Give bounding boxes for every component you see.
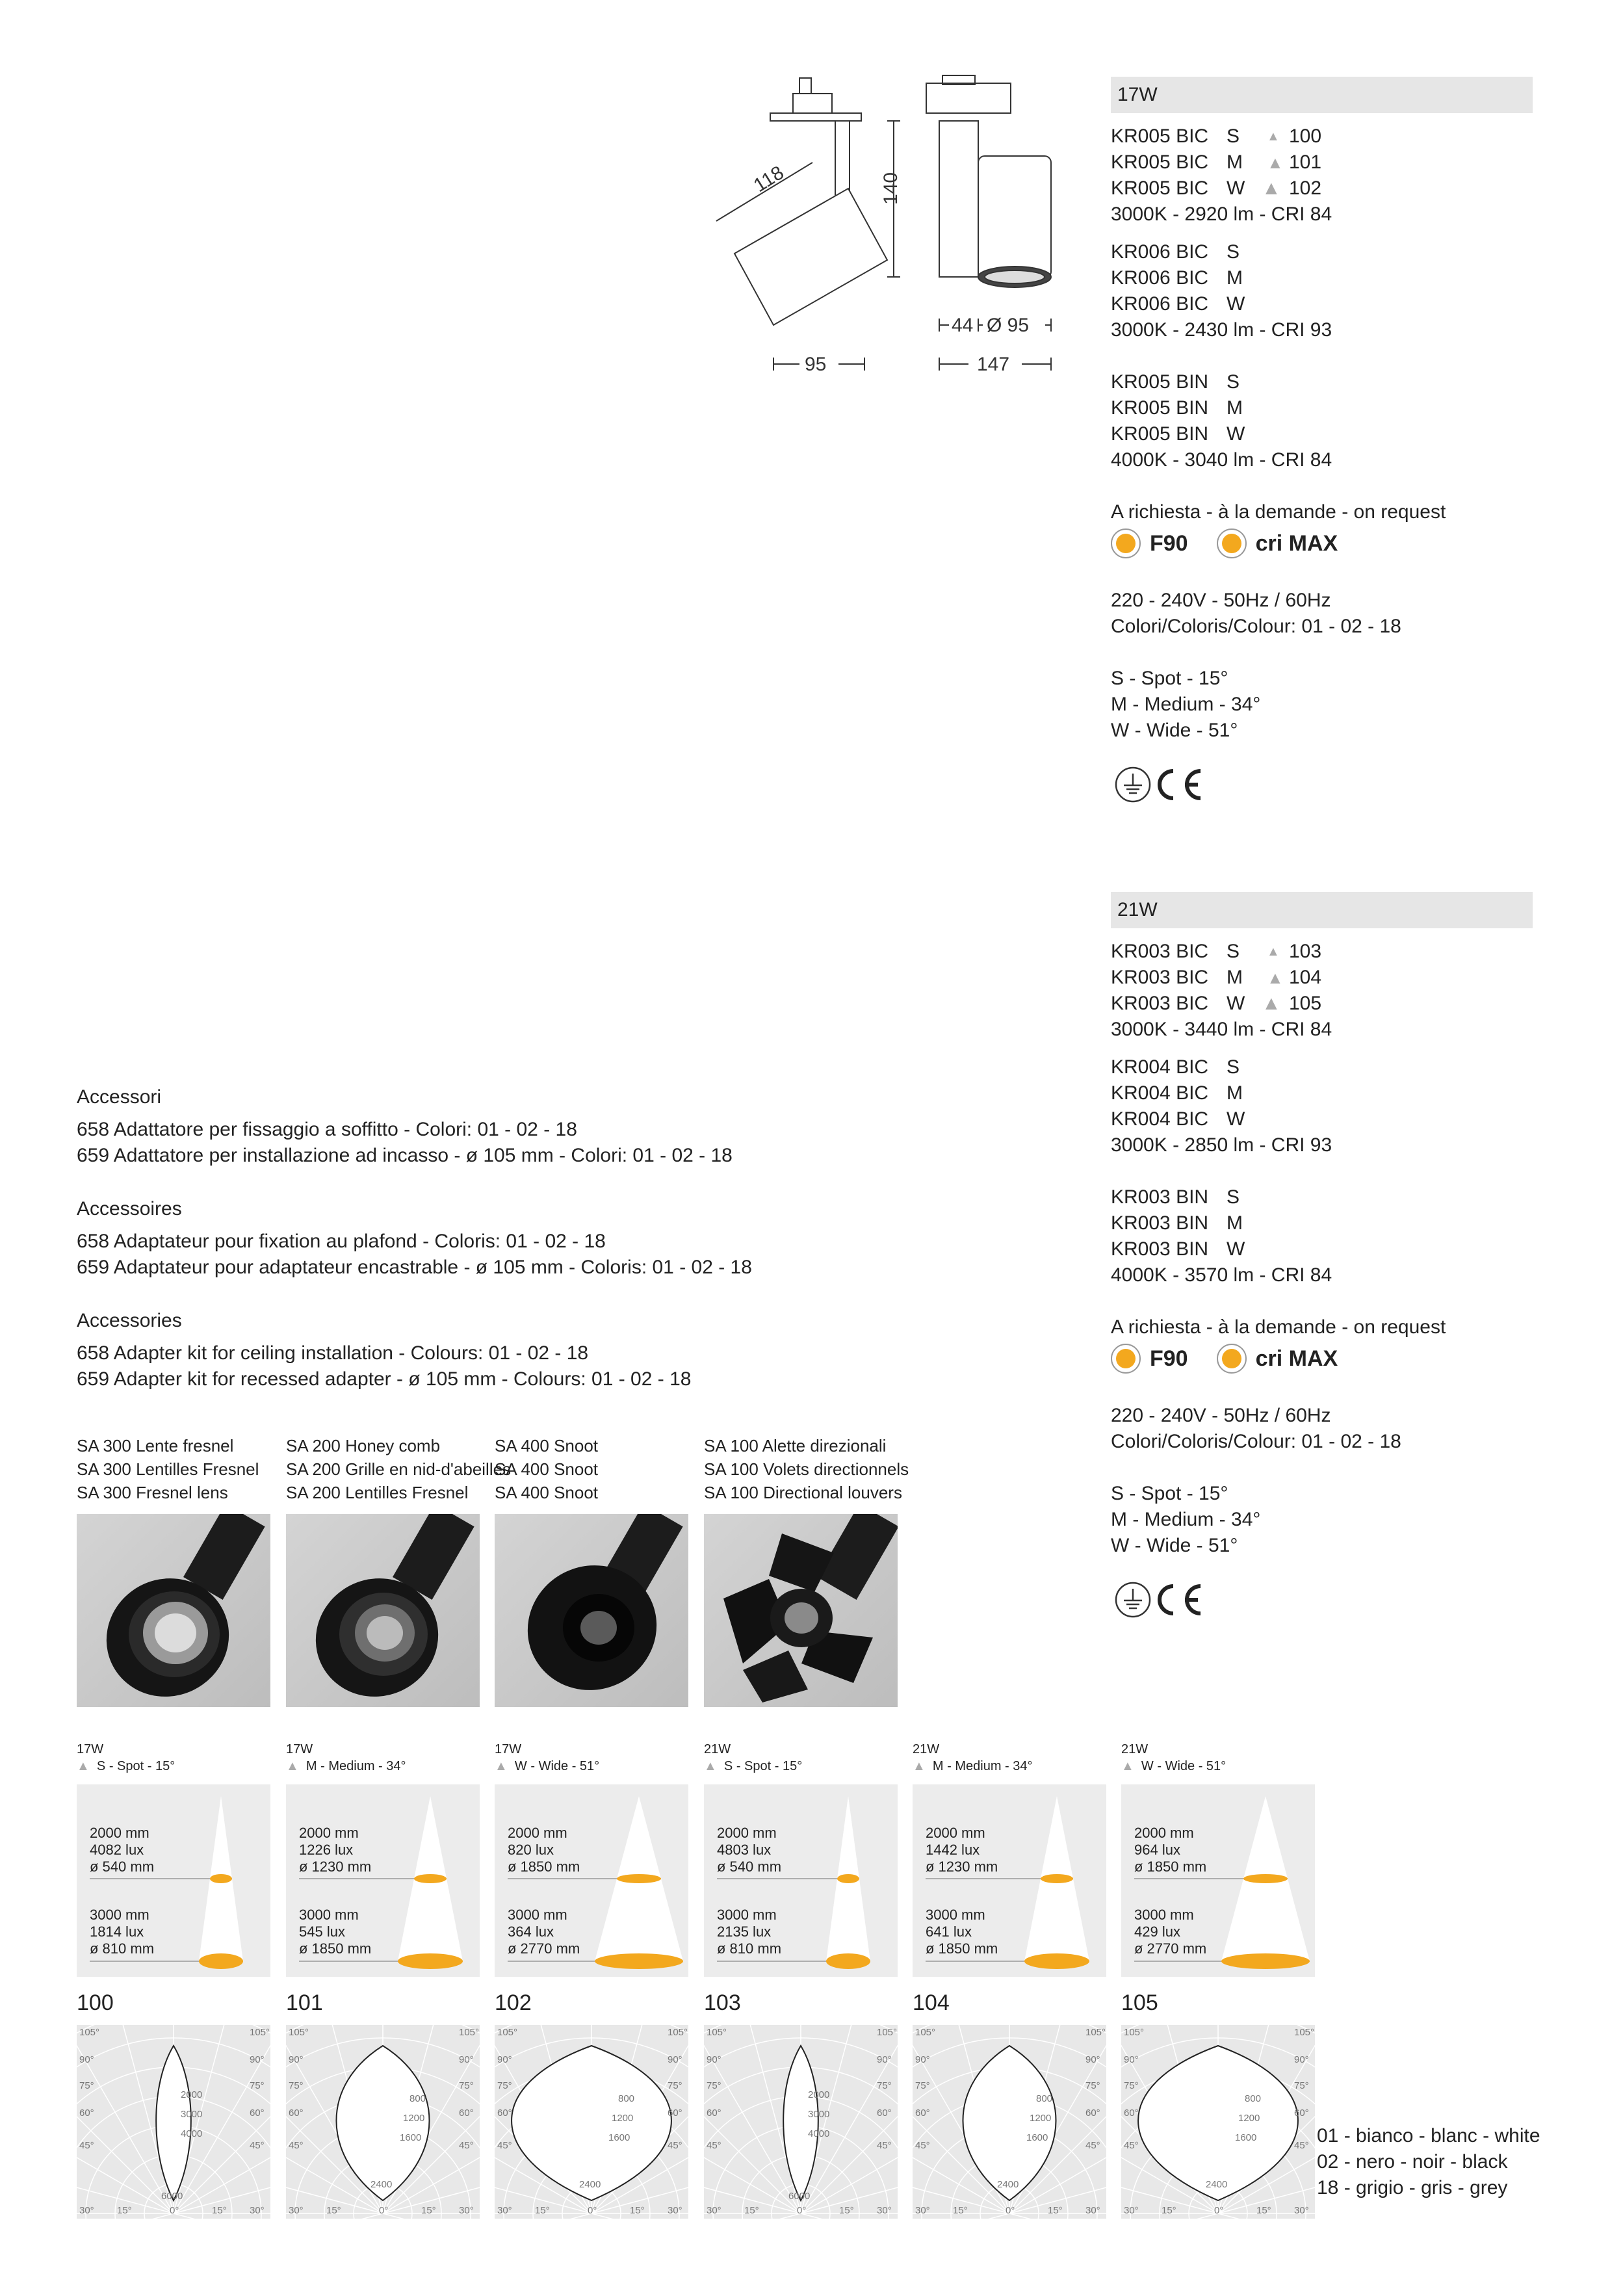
- accessories-fr-title: Accessoires: [77, 1198, 182, 1220]
- ring-label: 1200: [1030, 2113, 1052, 2124]
- colours: Colori/Coloris/Colour: 01 - 02 - 18: [1111, 1431, 1401, 1452]
- angle-label: 60°: [497, 2107, 512, 2119]
- angle-label: 45°: [668, 2140, 682, 2151]
- angle-label: 105°: [289, 2027, 309, 2038]
- angle-label: 15°: [953, 2205, 968, 2216]
- distance-3000: 3000 mm 1814 lux ø 810 mm: [90, 1907, 155, 1957]
- product-row: KR006 BIC S: [1111, 241, 1240, 263]
- product-row: KR005 BIC M ▲ 101: [1111, 150, 1527, 176]
- option-caption: SA 400 Snoot SA 400 Snoot SA 400 Snoot: [495, 1436, 599, 1502]
- angle-label: 105°: [877, 2027, 898, 2038]
- triangle-small-icon: ▲: [1267, 129, 1280, 144]
- product-row: KR003 BIC W ▲ 105: [1111, 991, 1527, 1017]
- ring-label: 1600: [608, 2132, 630, 2143]
- ring-label: 2000: [181, 2089, 203, 2100]
- product-row: KR006 BIC W: [1111, 293, 1245, 315]
- angle-label: 15°: [1048, 2205, 1063, 2216]
- light-spot: [414, 1874, 447, 1883]
- angle-label: 75°: [1294, 2080, 1309, 2091]
- accessory-658-fr: 658 Adaptateur pour fixation au plafond - Coloris: 01 - 02 - 18: [77, 1231, 606, 1252]
- snoot-photo: [495, 1514, 688, 1707]
- polar-diagram: [286, 2025, 480, 2219]
- product-row: KR004 BIC S: [1111, 1056, 1240, 1078]
- spec-line: 3000K - 2430 lm - CRI 93: [1111, 319, 1332, 341]
- crimax-icon: [1217, 1344, 1247, 1374]
- distance-2000: 2000 mm 1442 lux ø 1230 mm: [926, 1825, 998, 1875]
- angle-label: 105°: [459, 2027, 480, 2038]
- dim-140: 140: [880, 172, 902, 205]
- beam-cone-box: [913, 1784, 1106, 1977]
- angle-label: 45°: [497, 2140, 512, 2151]
- intensity-curve: [156, 2046, 191, 2200]
- angle-label: 30°: [707, 2205, 721, 2216]
- angle-label: 90°: [707, 2054, 721, 2065]
- light-spot: [837, 1874, 859, 1883]
- ground-ce-icon: [1111, 1577, 1208, 1623]
- option-caption: SA 200 Honey comb SA 200 Grille en nid-d'abeilles SA 200 Lentilles Fresnel: [286, 1436, 512, 1502]
- fresnel-lens-photo: [77, 1514, 270, 1707]
- dim-44: 44: [952, 315, 974, 336]
- product-row: KR006 BIC M: [1111, 267, 1243, 289]
- crimax-icon: [1217, 528, 1247, 558]
- ring-label: 1200: [403, 2113, 425, 2124]
- beam-header: 17W ▲ S - Spot - 15°: [77, 1742, 175, 1773]
- spec-line: 3000K - 2920 lm - CRI 84: [1111, 203, 1332, 225]
- distance-2000: 2000 mm 4082 lux ø 540 mm: [90, 1825, 155, 1875]
- angle-label: 105°: [668, 2027, 688, 2038]
- intensity-curve: [1138, 2046, 1298, 2200]
- angle-label: 30°: [877, 2205, 892, 2216]
- angle-label: 105°: [79, 2027, 100, 2038]
- angle-label: 45°: [289, 2140, 304, 2151]
- ring-label: 2000: [808, 2089, 830, 2100]
- angle-label: 60°: [79, 2107, 94, 2119]
- beam-medium: M - Medium - 34°: [1111, 1509, 1261, 1530]
- angle-label: 45°: [1294, 2140, 1309, 2151]
- angle-label: 60°: [289, 2107, 304, 2119]
- product-row: KR003 BIN S: [1111, 1186, 1240, 1208]
- beam-header: 21W ▲ W - Wide - 51°: [1121, 1742, 1227, 1773]
- diagram-code: 104: [913, 1990, 950, 2015]
- ring-label: 4000: [808, 2128, 830, 2139]
- triangle-icon: ▲: [704, 1759, 717, 1773]
- accessory-659-en: 659 Adapter kit for recessed adapter - ø 105 mm - Colours: 01 - 02 - 18: [77, 1368, 692, 1390]
- beam-cone-box: [495, 1784, 688, 1977]
- angle-label: 105°: [497, 2027, 518, 2038]
- angle-label: 45°: [79, 2140, 94, 2151]
- light-spot: [1243, 1874, 1288, 1883]
- ring-label: 2400: [997, 2179, 1019, 2190]
- angle-label: 30°: [1294, 2205, 1309, 2216]
- polar-diagram: [704, 2025, 898, 2219]
- angle-label: 60°: [915, 2107, 930, 2119]
- beam-spot: S - Spot - 15°: [1111, 668, 1228, 689]
- angle-label: 45°: [915, 2140, 930, 2151]
- angle-label: 30°: [668, 2205, 682, 2216]
- angle-label: 0°: [379, 2205, 389, 2216]
- angle-label: 30°: [250, 2205, 265, 2216]
- diagram-code: 100: [77, 1990, 114, 2015]
- triangle-small-icon: ▲: [1267, 945, 1280, 959]
- dim-147: 147: [977, 354, 1010, 375]
- beam-cone-box: [77, 1784, 270, 1977]
- angle-label: 30°: [497, 2205, 512, 2216]
- angle-label: 90°: [250, 2054, 265, 2065]
- colour-18: 18 - grigio - gris - grey: [1317, 2177, 1508, 2198]
- beam-wide: W - Wide - 51°: [1111, 720, 1238, 741]
- distance-2000: 2000 mm 820 lux ø 1850 mm: [508, 1825, 580, 1875]
- angle-label: 90°: [497, 2054, 512, 2065]
- angle-label: 45°: [1124, 2140, 1139, 2151]
- distance-3000: 3000 mm 429 lux ø 2770 mm: [1134, 1907, 1207, 1957]
- angle-label: 0°: [170, 2205, 179, 2216]
- angle-label: 15°: [839, 2205, 854, 2216]
- light-spot: [617, 1874, 661, 1883]
- ring-label: 800: [618, 2093, 635, 2104]
- beam-header: 17W ▲ M - Medium - 34°: [286, 1742, 406, 1773]
- angle-label: 0°: [1006, 2205, 1015, 2216]
- ring-label: 4000: [181, 2128, 203, 2139]
- diagram-code: 103: [704, 1990, 741, 2015]
- angle-label: 75°: [668, 2080, 682, 2091]
- ground-ce-icon: [1111, 762, 1208, 807]
- triangle-icon: ▲: [913, 1759, 926, 1773]
- distance-3000: 3000 mm 641 lux ø 1850 mm: [926, 1907, 998, 1957]
- angle-label: 90°: [289, 2054, 304, 2065]
- triangle-wide-icon: ▲: [1262, 993, 1281, 1014]
- angle-label: 60°: [250, 2107, 265, 2119]
- ring-label: 1600: [1026, 2132, 1048, 2143]
- light-spot: [210, 1874, 232, 1883]
- triangle-medium-icon: ▲: [1267, 153, 1284, 172]
- angle-label: 15°: [421, 2205, 436, 2216]
- distance-3000: 3000 mm 2135 lux ø 810 mm: [717, 1907, 782, 1957]
- angle-label: 0°: [797, 2205, 807, 2216]
- angle-label: 15°: [212, 2205, 227, 2216]
- product-row: KR005 BIN S: [1111, 371, 1240, 393]
- angle-label: 90°: [668, 2054, 682, 2065]
- angle-label: 90°: [877, 2054, 892, 2065]
- ring-label: 1200: [1238, 2113, 1260, 2124]
- honeycomb-photo: [286, 1514, 480, 1707]
- light-spot: [1221, 1953, 1310, 1969]
- angle-label: 75°: [79, 2080, 94, 2091]
- f90-icon: [1111, 528, 1141, 558]
- dim-95: 95: [805, 354, 827, 375]
- beam-header: 21W ▲ M - Medium - 34°: [913, 1742, 1033, 1773]
- product-row: KR003 BIC M ▲ 104: [1111, 965, 1527, 991]
- spec-block-21w: [1111, 939, 1527, 1626]
- intensity-curve: [512, 2046, 671, 2200]
- angle-label: 90°: [1294, 2054, 1309, 2065]
- angle-label: 15°: [326, 2205, 341, 2216]
- angle-label: 30°: [289, 2205, 304, 2216]
- angle-label: 15°: [630, 2205, 645, 2216]
- angle-label: 30°: [1124, 2205, 1139, 2216]
- ring-label: 3000: [181, 2109, 203, 2120]
- accessories-en-title: Accessories: [77, 1310, 182, 1331]
- accessory-658-it: 658 Adattatore per fissaggio a soffitto - Colori: 01 - 02 - 18: [77, 1119, 577, 1140]
- ring-label: 1200: [612, 2113, 634, 2124]
- angle-label: 30°: [915, 2205, 930, 2216]
- triangle-icon: ▲: [495, 1759, 508, 1773]
- angle-label: 45°: [707, 2140, 721, 2151]
- polar-diagram: [77, 2025, 270, 2219]
- ring-label: 6000: [161, 2191, 183, 2202]
- angle-label: 15°: [744, 2205, 759, 2216]
- option-caption: SA 300 Lente fresnel SA 300 Lentilles Fresnel SA 300 Fresnel lens: [77, 1436, 259, 1502]
- angle-label: 75°: [1124, 2080, 1139, 2091]
- ring-label: 2400: [370, 2179, 393, 2190]
- header-17w: 17W: [1111, 77, 1533, 113]
- beam-spot: S - Spot - 15°: [1111, 1483, 1228, 1504]
- voltage: 220 - 240V - 50Hz / 60Hz: [1111, 590, 1331, 611]
- angle-label: 105°: [915, 2027, 936, 2038]
- light-spot: [1041, 1874, 1073, 1883]
- dim-118: 118: [749, 162, 788, 197]
- product-row: KR005 BIC S ▲ 100: [1111, 124, 1527, 150]
- angle-label: 15°: [1256, 2205, 1271, 2216]
- angle-label: 15°: [535, 2205, 550, 2216]
- product-row: KR005 BIN M: [1111, 397, 1243, 419]
- accessory-658-en: 658 Adapter kit for ceiling installation - Colours: 01 - 02 - 18: [77, 1342, 589, 1364]
- product-row: KR005 BIN W: [1111, 423, 1245, 445]
- ring-label: 2400: [579, 2179, 601, 2190]
- angle-label: 75°: [1085, 2080, 1100, 2091]
- angle-label: 30°: [79, 2205, 94, 2216]
- ring-label: 800: [1245, 2093, 1262, 2104]
- spec-line: 3000K - 2850 lm - CRI 93: [1111, 1134, 1332, 1156]
- f90-icon: [1111, 1344, 1141, 1374]
- angle-label: 90°: [915, 2054, 930, 2065]
- angle-label: 105°: [707, 2027, 727, 2038]
- accessories-it-title: Accessori: [77, 1086, 162, 1108]
- angle-label: 45°: [459, 2140, 474, 2151]
- angle-label: 30°: [1085, 2205, 1100, 2216]
- angle-label: 45°: [250, 2140, 265, 2151]
- spec-line: 4000K - 3040 lm - CRI 84: [1111, 449, 1332, 471]
- angle-label: 60°: [707, 2107, 721, 2119]
- triangle-icon: ▲: [1121, 1759, 1134, 1773]
- on-request-label: A richiesta - à la demande - on request: [1111, 501, 1446, 523]
- product-row: KR003 BIN M: [1111, 1212, 1243, 1234]
- triangle-medium-icon: ▲: [1267, 968, 1284, 987]
- dim-95-diameter: Ø 95: [987, 315, 1030, 336]
- light-spot: [398, 1953, 463, 1969]
- angle-label: 60°: [459, 2107, 474, 2119]
- angle-label: 75°: [877, 2080, 892, 2091]
- product-row: KR004 BIC M: [1111, 1082, 1243, 1104]
- distance-2000: 2000 mm 4803 lux ø 540 mm: [717, 1825, 782, 1875]
- diagram-code: 101: [286, 1990, 323, 2015]
- light-spot: [199, 1953, 243, 1969]
- beam-cone-box: [286, 1784, 480, 1977]
- angle-label: 30°: [459, 2205, 474, 2216]
- ring-label: 2400: [1206, 2179, 1228, 2190]
- colours: Colori/Coloris/Colour: 01 - 02 - 18: [1111, 616, 1401, 637]
- angle-label: 75°: [497, 2080, 512, 2091]
- ring-label: 6000: [788, 2191, 811, 2202]
- accessory-659-it: 659 Adattatore per installazione ad incasso - ø 105 mm - Colori: 01 - 02 - 18: [77, 1145, 733, 1166]
- product-row: KR005 BIC W ▲ 102: [1111, 176, 1527, 202]
- beam-medium: M - Medium - 34°: [1111, 694, 1261, 715]
- spec-block-17w: [1111, 124, 1527, 811]
- product-row: KR003 BIC S ▲ 103: [1111, 939, 1527, 965]
- angle-label: 105°: [1294, 2027, 1315, 2038]
- beam-wide: W - Wide - 51°: [1111, 1535, 1238, 1556]
- colour-01: 01 - bianco - blanc - white: [1317, 2125, 1540, 2146]
- angle-label: 75°: [707, 2080, 721, 2091]
- header-21w: 21W: [1111, 892, 1533, 928]
- angle-label: 105°: [1124, 2027, 1145, 2038]
- louvers-photo: [704, 1514, 898, 1707]
- colour-legend: [1317, 2123, 1540, 2201]
- angle-label: 75°: [915, 2080, 930, 2091]
- ring-label: 1600: [400, 2132, 422, 2143]
- product-row: KR004 BIC W: [1111, 1108, 1245, 1130]
- distance-3000: 3000 mm 364 lux ø 2770 mm: [508, 1907, 580, 1957]
- angle-label: 45°: [877, 2140, 892, 2151]
- triangle-icon: ▲: [286, 1759, 299, 1773]
- angle-label: 105°: [250, 2027, 270, 2038]
- on-request-label: A richiesta - à la demande - on request: [1111, 1316, 1446, 1338]
- accessory-659-fr: 659 Adaptateur pour adaptateur encastrable - ø 105 mm - Coloris: 01 - 02 - 18: [77, 1257, 752, 1278]
- angle-label: 90°: [1085, 2054, 1100, 2065]
- beam-cone-box: [1121, 1784, 1315, 1977]
- angle-label: 75°: [459, 2080, 474, 2091]
- distance-2000: 2000 mm 964 lux ø 1850 mm: [1134, 1825, 1207, 1875]
- intensity-curve: [783, 2046, 818, 2200]
- product-row: KR003 BIN W: [1111, 1238, 1245, 1260]
- angle-label: 15°: [117, 2205, 132, 2216]
- beam-cone-box: [704, 1784, 898, 1977]
- options-row: F90 cri MAX: [1111, 525, 1527, 562]
- distance-2000: 2000 mm 1226 lux ø 1230 mm: [299, 1825, 372, 1875]
- light-spot: [1024, 1953, 1089, 1969]
- angle-label: 0°: [1214, 2205, 1224, 2216]
- angle-label: 0°: [588, 2205, 597, 2216]
- ring-label: 800: [409, 2093, 426, 2104]
- angle-label: 60°: [1085, 2107, 1100, 2119]
- triangle-wide-icon: ▲: [1262, 177, 1281, 199]
- angle-label: 15°: [1162, 2205, 1176, 2216]
- polar-diagram: [913, 2025, 1106, 2219]
- ring-label: 1600: [1235, 2132, 1257, 2143]
- angle-label: 90°: [79, 2054, 94, 2065]
- option-caption: SA 100 Alette direzionali SA 100 Volets directionnels SA 100 Directional louvers: [704, 1436, 909, 1502]
- light-spot: [595, 1953, 683, 1969]
- voltage: 220 - 240V - 50Hz / 60Hz: [1111, 1405, 1331, 1426]
- beam-header: 17W ▲ W - Wide - 51°: [495, 1742, 600, 1773]
- angle-label: 60°: [1294, 2107, 1309, 2119]
- colour-02: 02 - nero - noir - black: [1317, 2151, 1508, 2172]
- angle-label: 90°: [1124, 2054, 1139, 2065]
- beam-header: 21W ▲ S - Spot - 15°: [704, 1742, 803, 1773]
- angle-label: 60°: [668, 2107, 682, 2119]
- polar-diagram: [495, 2025, 688, 2219]
- diagram-code: 105: [1121, 1990, 1158, 2015]
- options-row: F90 cri MAX: [1111, 1340, 1527, 1377]
- angle-label: 60°: [877, 2107, 892, 2119]
- ring-label: 800: [1036, 2093, 1053, 2104]
- angle-label: 75°: [250, 2080, 265, 2091]
- angle-label: 75°: [289, 2080, 304, 2091]
- spec-line: 4000K - 3570 lm - CRI 84: [1111, 1264, 1332, 1286]
- spec-line: 3000K - 3440 lm - CRI 84: [1111, 1019, 1332, 1040]
- triangle-icon: ▲: [77, 1759, 90, 1773]
- ring-label: 3000: [808, 2109, 830, 2120]
- angle-label: 90°: [459, 2054, 474, 2065]
- angle-label: 45°: [1085, 2140, 1100, 2151]
- angle-label: 60°: [1124, 2107, 1139, 2119]
- diagram-code: 102: [495, 1990, 532, 2015]
- angle-label: 105°: [1085, 2027, 1106, 2038]
- dimension-drawing: [702, 65, 1079, 390]
- light-spot: [826, 1953, 870, 1969]
- distance-3000: 3000 mm 545 lux ø 1850 mm: [299, 1907, 372, 1957]
- polar-diagram: [1121, 2025, 1315, 2219]
